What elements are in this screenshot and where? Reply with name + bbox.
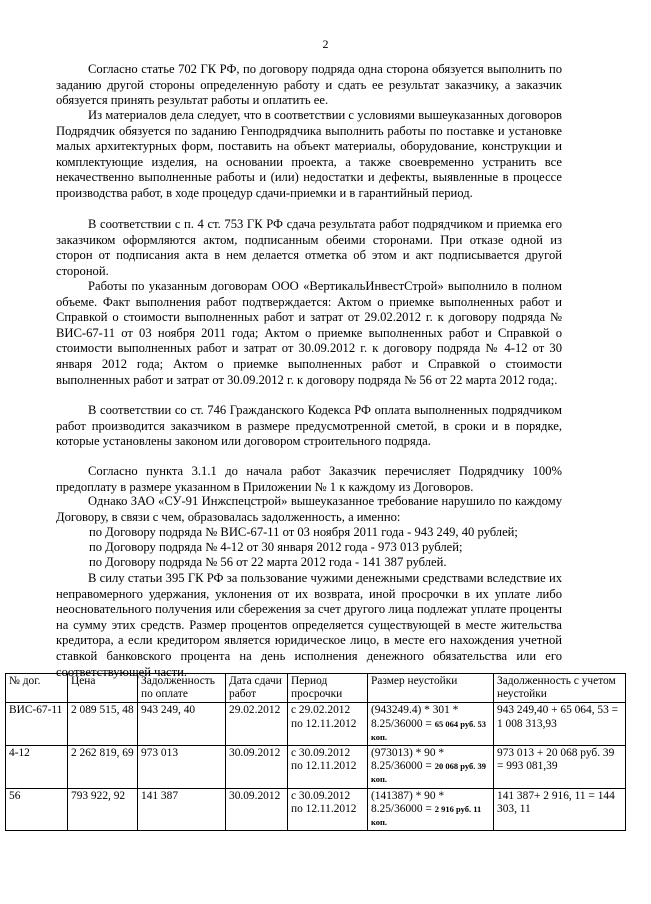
cell-delay-period: с 30.09.2012 по 12.11.2012 — [288, 788, 368, 831]
cell-penalty-amount — [368, 703, 494, 746]
cell-price: 2 262 819, 69 — [68, 746, 138, 789]
paragraph-works-completed: Работы по указанным договорам ООО «ВертикальИнвестСтрой» выполнило в полном объеме. Факт выполнения работ подтверждается: Актом о приемке выполненных работ и Справкой о стоимости выполненных работ и затрат от 29.02.2012 г. к договору подряда № ВИС-67-11 от 03 ноября 2011 года; Актом о приемке выполненных работ и Справкой о стоимости выполненных работ и затрат от 30.09.2012 г. к договору подряда № 4-12 от 30 января 2012 года; Актом о приемке выполненных работ и Справкой о стоимости выполненных работ и затрат от 30.09.2012 г. к договору подряда № 56 от 22 марта 2012 года;. — [56, 279, 562, 387]
cell-contract-number: 4-12 — [6, 746, 68, 789]
paragraph-article-753: В соответствии с п. 4 ст. 753 ГК РФ сдача результата работ подрядчиком и приемка его заказчиком оформляются актом, подписанным обеими сторонами. При отказе одной из сторон от подписания акта в нем делается отметка об этом и акт подписывается другой стороной. — [56, 217, 562, 278]
cell-debt: 141 387 — [138, 788, 226, 831]
paragraph-contract-terms: Из материалов дела следует, что в соответствии с условиями вышеуказанных договоров Подрядчик обязуется по заданию Генподрядчика выполнить работы по поставке и установке малых архитектурных форм, поставить на объект материалы, оборудование, конструкции и комплектующие изделия, на основании проекта, а также своевременно устранить все некачественно выполненные работы и (или) недостатки и дефекты, выявленные в процессе производства работ, в ходе процедур сдачи-приемки и в гарантийный период. — [56, 108, 562, 200]
table-row — [6, 703, 626, 746]
cell-delivery-date: 29.02.2012 — [226, 703, 288, 746]
cell-contract-number: ВИС-67-11 — [6, 703, 68, 746]
header-debt: Задолженность по оплате — [138, 674, 226, 703]
cell-delivery-date: 30.09.2012 — [226, 788, 288, 831]
cell-penalty-amount — [368, 746, 494, 789]
header-price: Цена — [68, 674, 138, 703]
penalty-formula: (943249.4) * 301 * 8.25/36000 = — [371, 704, 459, 730]
paragraph-violation: Однако ЗАО «СУ-91 Инжспецстрой» вышеуказанное требование нарушило по каждому Договору, в связи с чем, образовалась задолженность, а именно: — [56, 494, 562, 524]
penalty-formula: (973013) * 90 * 8.25/36000 = — [371, 747, 445, 773]
penalty-result: 2 916 руб. 11 коп. — [371, 803, 482, 828]
cell-price: 2 089 515, 48 — [68, 703, 138, 746]
paragraph-prepayment: Согласно пункта 3.1.1 до начала работ Заказчик перечисляет Подрядчику 100% предоплату в размере указанном в Приложении № 1 к каждому из Договоров. — [56, 464, 562, 494]
cell-price: 793 922, 92 — [68, 788, 138, 831]
cell-delay-period: с 29.02.2012 по 12.11.2012 — [288, 703, 368, 746]
cell-debt: 973 013 — [138, 746, 226, 789]
debt-item-vis-67-11: по Договору подряда № ВИС-67-11 от 03 ноября 2011 года - 943 249, 40 рублей; — [89, 525, 518, 539]
debt-item-4-12: по Договору подряда № 4-12 от 30 января 2012 года - 973 013 рублей; — [89, 540, 463, 554]
table-row — [6, 788, 626, 831]
table-header-row — [6, 674, 626, 703]
header-debt-with-penalty: Задолженность с учетом неустойки — [494, 674, 626, 703]
penalty-formula: (141387) * 90 * 8.25/36000 = — [371, 789, 445, 815]
table-row — [6, 746, 626, 789]
debt-item-56: по Договору подряда № 56 от 22 марта 2012 года - 141 387 рублей. — [89, 555, 447, 569]
header-penalty-amount: Размер неустойки — [368, 674, 494, 703]
header-contract-number: № дог. — [6, 674, 68, 703]
cell-debt-with-penalty: 973 013 + 20 068 руб. 39 = 993 081,39 — [494, 746, 626, 789]
header-delivery-date: Дата сдачи работ — [226, 674, 288, 703]
paragraph-article-746: В соответствии со ст. 746 Гражданского Кодекса РФ оплата выполненных подрядчиком работ производится заказчиком в размере предусмотренной сметой, в сроки и в порядке, которые установлены законом или договором строительного подряда. — [56, 403, 562, 449]
cell-debt: 943 249, 40 — [138, 703, 226, 746]
cell-debt-with-penalty: 943 249,40 + 65 064, 53 = 1 008 313,93 — [494, 703, 626, 746]
cell-delay-period: с 30.09.2012 по 12.11.2012 — [288, 746, 368, 789]
page-number: 2 — [322, 37, 329, 51]
penalty-table — [5, 673, 626, 831]
cell-contract-number: 56 — [6, 788, 68, 831]
penalty-result: 20 068 руб. 39 коп. — [371, 761, 486, 785]
cell-debt-with-penalty: 141 387+ 2 916, 11 = 144 303, 11 — [494, 788, 626, 831]
cell-delivery-date: 30.09.2012 — [226, 746, 288, 789]
header-delay-period: Период просрочки — [288, 674, 368, 703]
paragraph-article-395: В силу статьи 395 ГК РФ за пользование чужими денежными средствами вследствие их неправомерного удержания, уклонения от их возврата, иной просрочки в их уплате либо неосновательного получения или сбережения за счет другого лица подлежат уплате проценты на сумму этих средств. Размер процентов определяется существующей в месте жительства кредитора, а если кредитором является юридическое лицо, в месте его нахождения учетной ставкой банковского процента на день исполнения денежного обязательства или его соответствующей части. — [56, 571, 562, 679]
cell-penalty-amount — [368, 788, 494, 831]
penalty-result: 65 064 руб. 53 коп. — [371, 718, 486, 742]
paragraph-article-702: Согласно статье 702 ГК РФ, по договору подряда одна сторона обязуется выполнить по заданию другой стороны определенную работу и сдать ее результат заказчику, а заказчик обязуется принять результат работы и оплатить ее. — [56, 62, 562, 108]
